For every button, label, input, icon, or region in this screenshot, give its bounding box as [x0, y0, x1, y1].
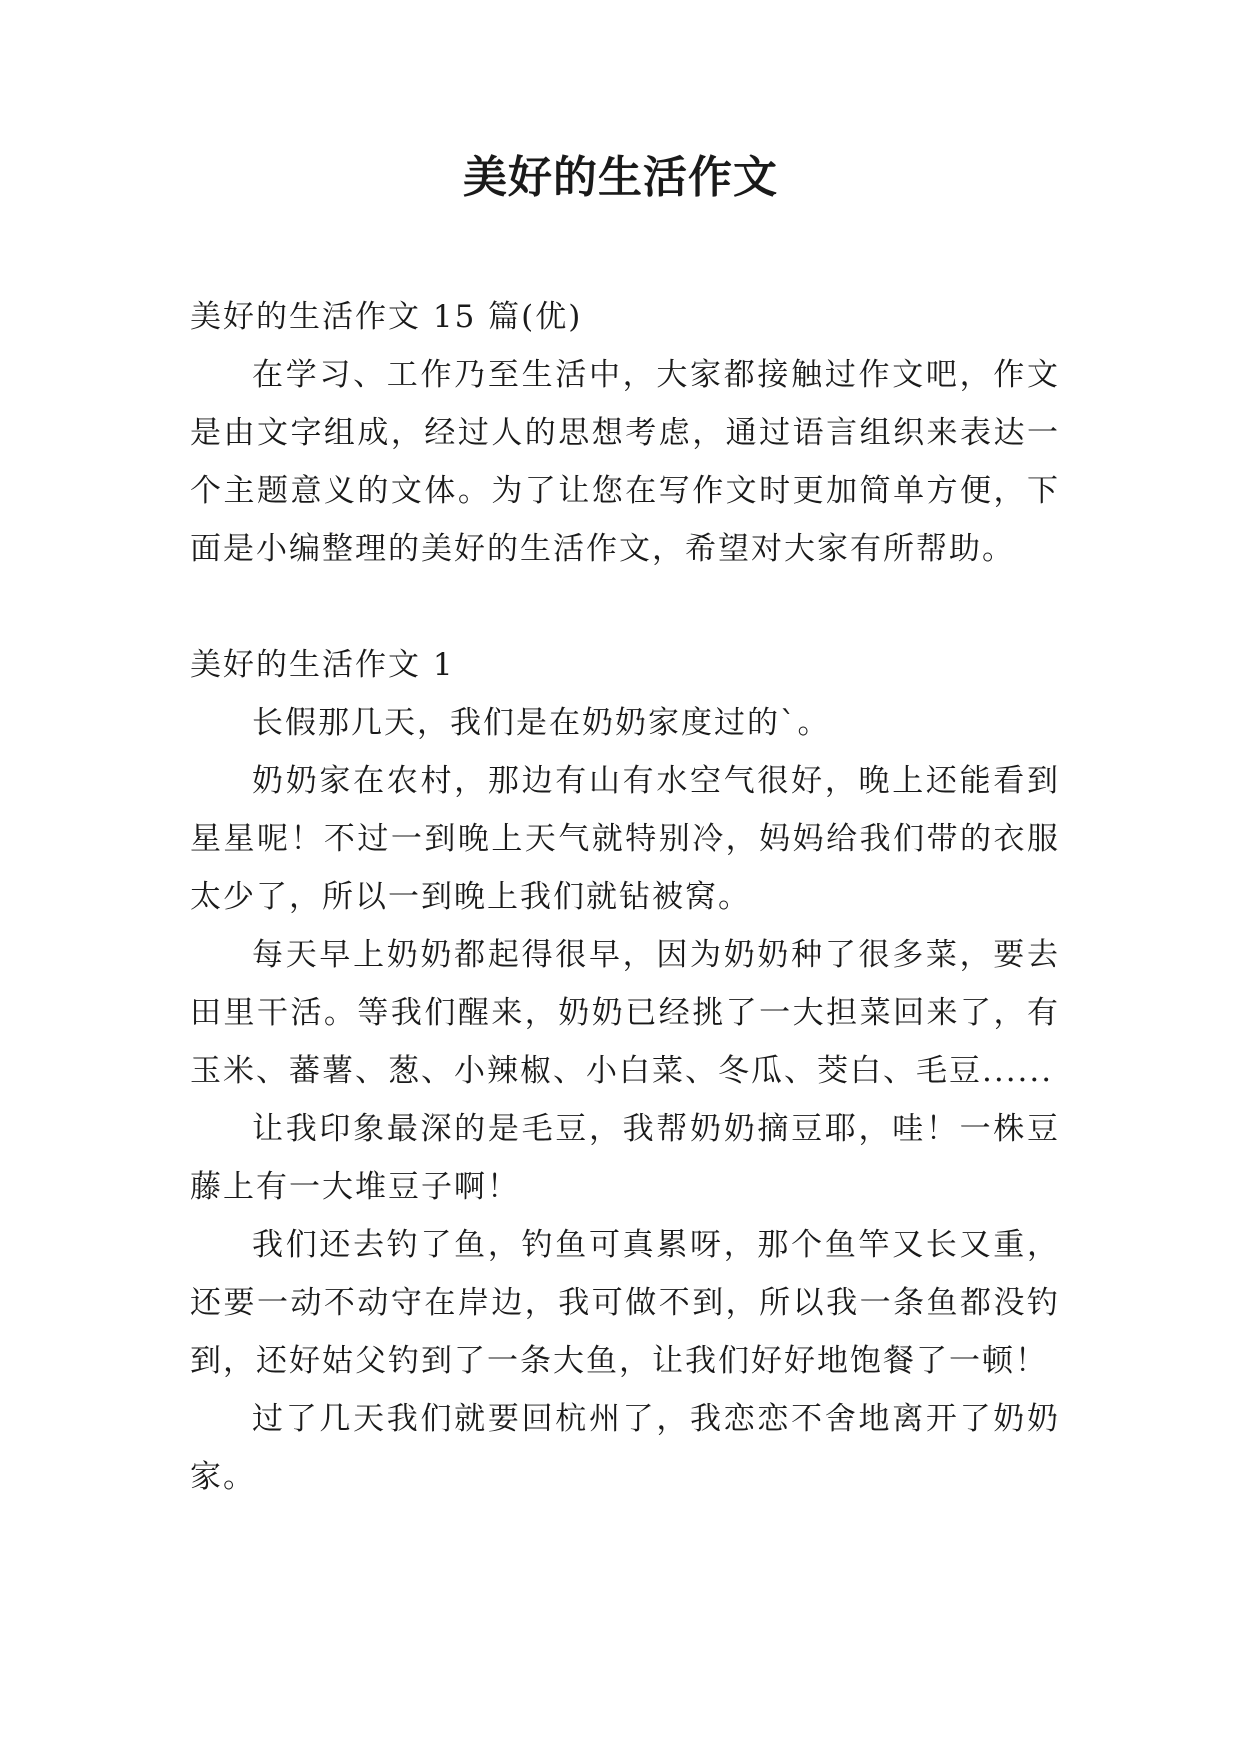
essay-paragraph: 每天早上奶奶都起得很早，因为奶奶种了很多菜，要去田里干活。等我们醒来，奶奶已经挑了一大担菜回来了，有玉米、蕃薯、葱、小辣椒、小白菜、冬瓜、茭白、毛豆......: [190, 937, 1060, 1089]
essay-paragraph: 让我印象最深的是毛豆，我帮奶奶摘豆耶，哇！一株豆藤上有一大堆豆子啊！: [190, 1111, 1060, 1205]
intro-paragraph: 在学习、工作乃至生活中，大家都接触过作文吧，作文是由文字组成，经过人的思想考虑，通过语言组织来表达一个主题意义的文体。为了让您在写作文时更加简单方便，下面是小编整理的美好的生活作文，希望对大家有所帮助。: [190, 357, 1060, 567]
document-title: 美好的生活作文: [463, 152, 778, 203]
document-subtitle: 美好的生活作文 15 篇(优): [190, 299, 583, 335]
essay-paragraph: 过了几天我们就要回杭州了，我恋恋不舍地离开了奶奶家。: [190, 1401, 1060, 1495]
essay-paragraph: 我们还去钓了鱼，钓鱼可真累呀，那个鱼竿又长又重，还要一动不动守在岸边，我可做不到，所以我一条鱼都没钓到，还好姑父钓到了一条大鱼，让我们好好地饱餐了一顿！: [190, 1227, 1060, 1379]
essay-heading: 美好的生活作文 1: [190, 647, 455, 683]
essay-paragraph: 奶奶家在农村，那边有山有水空气很好，晚上还能看到星星呢！不过一到晚上天气就特别冷，妈妈给我们带的衣服太少了，所以一到晚上我们就钻被窝。: [190, 763, 1060, 915]
document-body: [190, 288, 1060, 1506]
essay-paragraph: 长假那几天，我们是在奶奶家度过的`。: [252, 705, 831, 741]
section-spacer: [190, 578, 1060, 636]
